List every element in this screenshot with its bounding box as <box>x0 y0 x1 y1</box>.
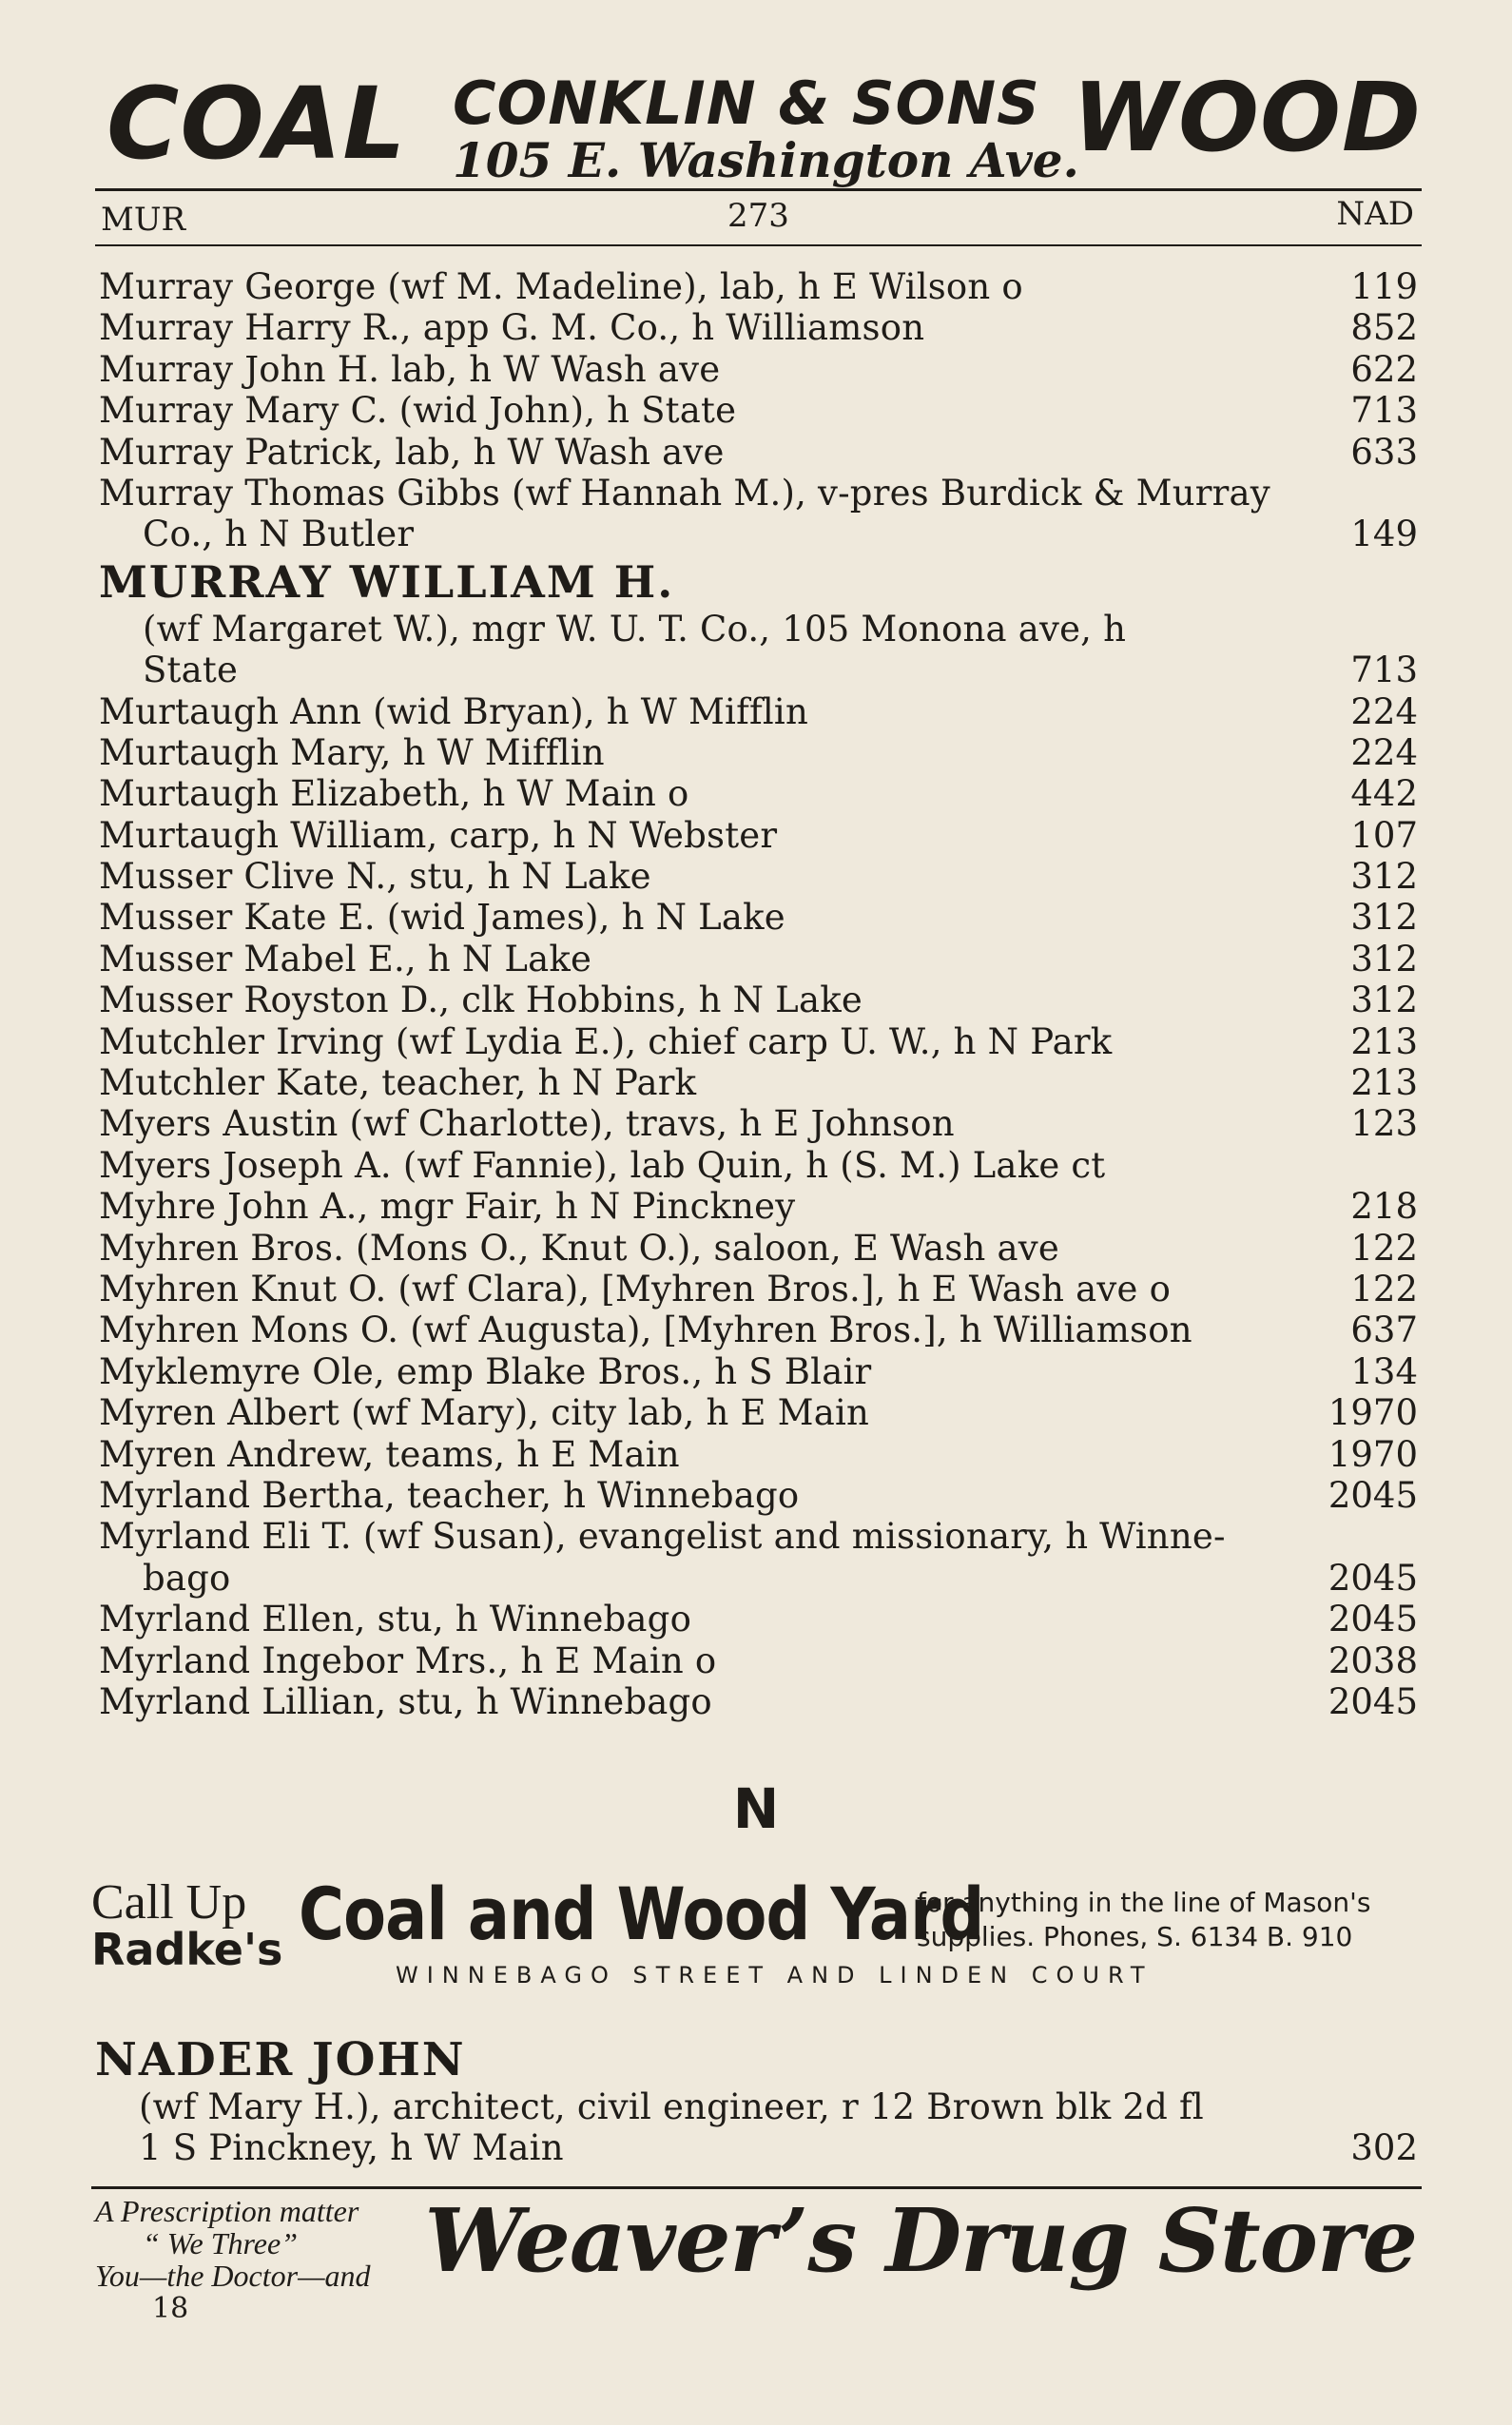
entry-number: 2045 <box>1328 1599 1418 1640</box>
entry-number: 852 <box>1350 307 1418 349</box>
entry-number: 122 <box>1350 1227 1418 1269</box>
banner-address: 105 E. Washington Ave. <box>453 132 1079 188</box>
entry-text: Myrland Eli T. (wf Susan), evangelist and missionary, h Winne- <box>99 1516 1226 1558</box>
footer-tagline-line-3: You—the Doctor—and <box>95 2259 371 2293</box>
entry-text: Myrland Lillian, stu, h Winnebago <box>99 1680 712 1722</box>
directory-line <box>99 815 1418 856</box>
entry-text: Co., h N Butler <box>143 514 415 555</box>
entry-number: 312 <box>1350 938 1418 980</box>
entry-text: Murray George (wf M. Madeline), lab, h E Wilson o <box>99 266 1023 307</box>
entry-number: 312 <box>1350 856 1418 898</box>
directory-line <box>99 1599 1418 1639</box>
entry-text: Mutchler Kate, teacher, h N Park <box>99 1062 697 1104</box>
entry-number: 149 <box>1350 514 1418 555</box>
nader-entry <box>95 2033 1418 2169</box>
entry-text: MURRAY WILLIAM H. <box>99 555 675 608</box>
entry-text: Murtaugh Elizabeth, h W Main o <box>99 773 689 815</box>
section-letter: N <box>732 1776 780 1841</box>
entry-number: 213 <box>1350 1020 1418 1062</box>
directory-line <box>99 555 1418 609</box>
entry-text: (wf Mary H.), architect, civil engineer, r 12 Brown blk 2d fl <box>139 2086 1204 2127</box>
directory-line <box>99 1640 1418 1681</box>
ad-call-up: Call Up <box>91 1875 247 1930</box>
entry-text: State <box>143 650 239 691</box>
entry-text: Myhren Knut O. (wf Clara), [Myhren Bros.], h E Wash ave o <box>99 1268 1172 1310</box>
ad-side-line-2: supplies. Phones, S. 6134 B. 910 <box>917 1921 1353 1952</box>
entry-text: Myrland Ingebor Mrs., h E Main o <box>99 1639 717 1681</box>
directory-line <box>99 1392 1418 1433</box>
entry-number: 2045 <box>1328 1474 1418 1516</box>
entry-number: 224 <box>1350 731 1418 773</box>
directory-line <box>99 773 1418 814</box>
directory-line <box>99 691 1418 732</box>
footer-store-name: Weaver’s Drug Store <box>424 2189 1417 2292</box>
entry-text: 1 S Pinckney, h W Main <box>139 2127 564 2169</box>
directory-line <box>95 2127 1418 2168</box>
footer-tagline <box>95 2195 371 2292</box>
header-rule <box>95 244 1422 246</box>
ad-side-text <box>917 1886 1430 1954</box>
directory-line <box>99 980 1418 1020</box>
footer-tagline-line-1: A Prescription matter <box>95 2194 359 2228</box>
directory-line <box>99 1681 1418 1722</box>
running-header <box>95 195 1422 242</box>
entry-number: 2045 <box>1328 1680 1418 1722</box>
entry-text: Murray Patrick, lab, h W Wash ave <box>99 431 725 473</box>
ad-side-line-1: for anything in the line of Mason's <box>917 1887 1371 1918</box>
entry-text: Myren Albert (wf Mary), city lab, h E Main <box>99 1392 870 1434</box>
entry-number: 312 <box>1350 897 1418 939</box>
entry-text: NADER JOHN <box>95 2033 466 2086</box>
footer-tagline-line-2: “ We Three” <box>143 2226 298 2260</box>
entry-text: Myhre John A., mgr Fair, h N Pinckney <box>99 1186 796 1228</box>
ad-street: WINNEBAGO STREET AND LINDEN COURT <box>396 1962 1153 1988</box>
header-page-number: 273 <box>727 197 789 235</box>
entry-number: 122 <box>1350 1268 1418 1310</box>
entry-text: Murtaugh William, carp, h N Webster <box>99 814 778 856</box>
directory-line <box>99 1269 1418 1310</box>
banner-firm-name: CONKLIN & SONS <box>453 68 1040 138</box>
entry-number: 637 <box>1350 1310 1418 1351</box>
entry-number: 633 <box>1350 431 1418 473</box>
entry-text: Murray Mary C. (wid John), h State <box>99 390 737 432</box>
entry-text: Myrland Ellen, stu, h Winnebago <box>99 1599 692 1640</box>
entry-number: 1970 <box>1328 1433 1418 1475</box>
directory-line <box>99 1186 1418 1227</box>
directory-line <box>99 1475 1418 1516</box>
directory-line <box>99 732 1418 773</box>
banner-wood-word: WOOD <box>1072 62 1422 173</box>
entry-number: 224 <box>1350 690 1418 732</box>
directory-line <box>99 432 1418 473</box>
directory-line <box>99 473 1418 514</box>
directory-line <box>99 939 1418 980</box>
entry-number: 2038 <box>1328 1639 1418 1681</box>
directory-line <box>99 1310 1418 1350</box>
entry-text: Murray Thomas Gibbs (wf Hannah M.), v-pres Burdick & Murray <box>99 472 1270 514</box>
directory-line <box>99 1145 1418 1186</box>
banner-coal-word: COAL <box>107 66 407 182</box>
entry-number: 442 <box>1350 773 1418 815</box>
directory-line <box>99 1351 1418 1392</box>
entry-number: 302 <box>1350 2127 1418 2169</box>
entry-text: Musser Kate E. (wid James), h N Lake <box>99 897 785 939</box>
entry-number: 213 <box>1350 1062 1418 1104</box>
directory-line <box>95 2033 1418 2086</box>
entry-number: 1970 <box>1328 1392 1418 1434</box>
entry-text: Myers Austin (wf Charlotte), travs, h E Johnson <box>99 1103 955 1145</box>
entry-number: 119 <box>1350 266 1418 307</box>
directory-line <box>95 2086 1418 2127</box>
entry-text: Myhren Bros. (Mons O., Knut O.), saloon, E Wash ave <box>99 1227 1059 1269</box>
top-advertisement-banner <box>95 57 1422 190</box>
directory-line <box>99 390 1418 431</box>
directory-line <box>99 1021 1418 1062</box>
entry-number: 713 <box>1350 390 1418 432</box>
entry-text: Myers Joseph A. (wf Fannie), lab Quin, h (S. M.) Lake ct <box>99 1144 1106 1186</box>
directory-line <box>99 1103 1418 1144</box>
entry-number: 218 <box>1350 1186 1418 1228</box>
entry-number: 622 <box>1350 348 1418 390</box>
entry-text: Myrland Bertha, teacher, h Winnebago <box>99 1474 800 1516</box>
entry-number: 312 <box>1350 980 1418 1021</box>
entry-text: Musser Mabel E., h N Lake <box>99 938 592 980</box>
entry-number: 123 <box>1350 1103 1418 1145</box>
directory-line <box>99 856 1418 897</box>
directory-line <box>99 514 1418 554</box>
directory-line <box>99 1062 1418 1103</box>
radke-advertisement <box>91 1872 1423 1992</box>
entry-text: Myklemyre Ole, emp Blake Bros., h S Blair <box>99 1350 872 1392</box>
footer-page-mark: 18 <box>152 2292 189 2325</box>
entry-text: Murtaugh Mary, h W Mifflin <box>99 731 605 773</box>
ad-radkes: Radke's <box>91 1924 283 1975</box>
entry-text: Myren Andrew, teams, h E Main <box>99 1433 680 1475</box>
directory-line <box>99 307 1418 348</box>
entry-text: (wf Margaret W.), mgr W. U. T. Co., 105 Monona ave, h <box>143 608 1127 650</box>
directory-line <box>99 1228 1418 1269</box>
entry-number: 107 <box>1350 814 1418 856</box>
entry-text: Murray John H. lab, h W Wash ave <box>99 348 721 390</box>
entry-text: bago <box>143 1557 231 1599</box>
directory-line <box>99 897 1418 938</box>
entry-text: Murray Harry R., app G. M. Co., h Williamson <box>99 307 925 349</box>
directory-line <box>99 266 1418 307</box>
directory-line <box>99 1516 1418 1557</box>
top-rule <box>95 188 1422 191</box>
entry-text: Mutchler Irving (wf Lydia E.), chief carp U. W., h N Park <box>99 1020 1113 1062</box>
entry-number: 2045 <box>1328 1557 1418 1599</box>
directory-line <box>99 1434 1418 1475</box>
entry-text: Musser Royston D., clk Hobbins, h N Lake <box>99 980 863 1021</box>
directory-line <box>99 349 1418 390</box>
entry-number: 713 <box>1350 650 1418 691</box>
entry-text: Musser Clive N., stu, h N Lake <box>99 856 651 898</box>
header-guide-left: MUR <box>101 201 186 239</box>
header-guide-right: NAD <box>1336 195 1414 233</box>
directory-line <box>99 1558 1418 1599</box>
ad-headline: Coal and Wood Yard <box>299 1872 984 1956</box>
directory-entries <box>99 266 1418 1722</box>
entry-text: Myhren Mons O. (wf Augusta), [Myhren Bros.], h Williamson <box>99 1310 1192 1351</box>
entry-number: 134 <box>1350 1350 1418 1392</box>
entry-text: Murtaugh Ann (wid Bryan), h W Mifflin <box>99 690 808 732</box>
directory-line <box>99 609 1418 650</box>
directory-line <box>99 650 1418 690</box>
